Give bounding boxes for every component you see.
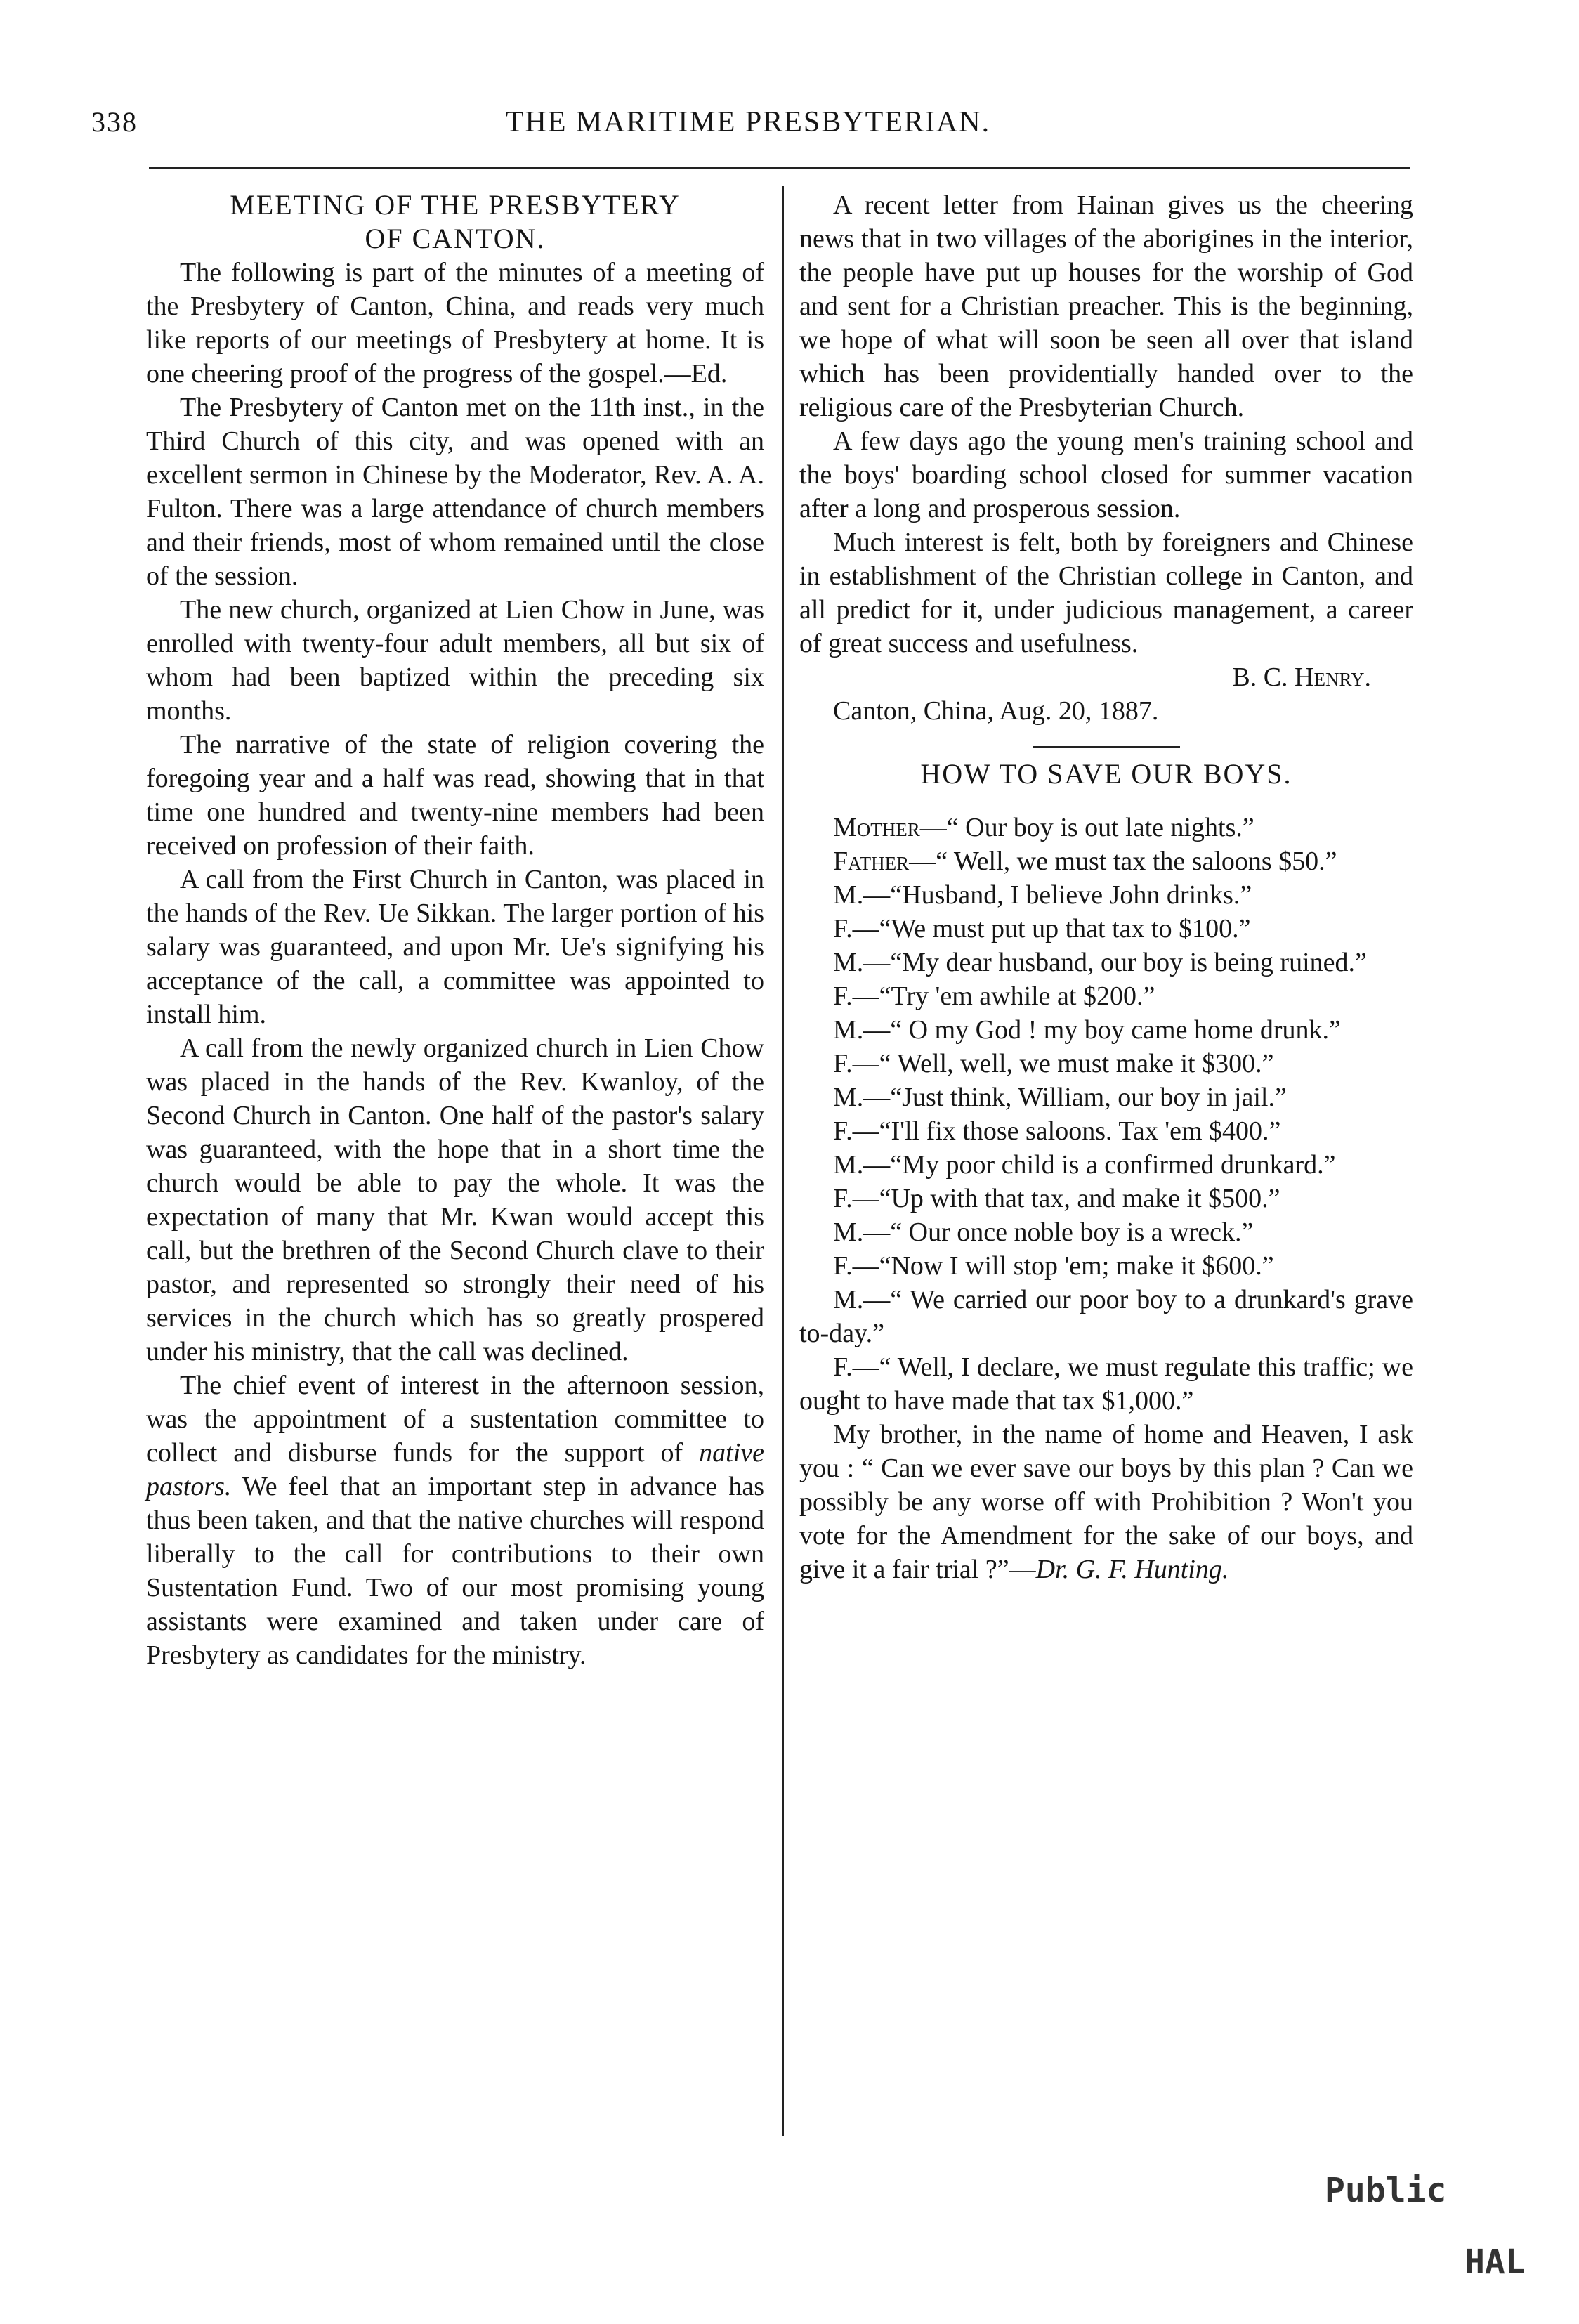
paragraph: A call from the First Church in Canton, was placed in the hands of the Rev. Ue Sikkan. The larger portion of his salary was guaranteed, and upon Mr. Ue's signifying his acceptance of the call, a committee was appointed to install him. (146, 865, 764, 1029)
page-header (91, 105, 1405, 148)
dialogue-text: “ Well, we must tax the saloons $50.” (936, 847, 1337, 876)
dialogue-speaker: Mother— (833, 813, 947, 842)
dialogue-line (799, 946, 1413, 979)
paragraph-text: The chief event of interest in the afternoon session, was the appointment of a sustentation committee to collect and disburse funds for the support of (146, 1371, 764, 1468)
dialogue-text: “My poor child is a confirmed drunkard.” (890, 1150, 1336, 1180)
dialogue-text: “Husband, I believe John drinks.” (890, 880, 1252, 910)
dialogue-line (799, 912, 1413, 946)
dialogue-speaker: M.— (833, 1285, 891, 1314)
section-rule (1033, 746, 1180, 748)
dialogue-text: “ Our once noble boy is a wreck.” (890, 1218, 1254, 1247)
closing-attribution: Dr. G. F. Hunting. (1035, 1555, 1229, 1584)
dialogue-line (799, 1148, 1413, 1182)
dialogue-speaker: F.— (833, 1352, 879, 1382)
dialogue-speaker: M.— (833, 948, 891, 977)
dialogue-line (799, 1081, 1413, 1114)
closing-paragraph (799, 1418, 1413, 1586)
dialogue-speaker: M.— (833, 1015, 891, 1045)
header-rule (149, 167, 1410, 169)
dialogue-text: “I'll fix those saloons. Tax 'em $400.” (879, 1116, 1281, 1146)
dialogue-speaker: F.— (833, 1184, 879, 1213)
dialogue-line (799, 1283, 1413, 1350)
italic-phrase: native pastors. (146, 1438, 765, 1501)
running-title: THE MARITIME PRESBYTERIAN. (505, 106, 991, 138)
page-number: 338 (91, 106, 138, 138)
closing-text: My brother, in the name of home and Heaven, I ask you : “ Can we ever save our boys by this plan ? Can we possibly be any worse off with Prohibition ? Won't you vote for the Amendment for the sake of our boys, and give it a fair trial ?”— (799, 1420, 1413, 1584)
dialogue-line (799, 979, 1413, 1013)
paragraph: Much interest is felt, both by foreigners and Chinese in establishment of the Christian college in Canton, and all predict for it, under judicious management, a career of great success and usefulness. (799, 528, 1413, 658)
editor-note: The following is part of the minutes of a meeting of the Presbytery of Canton, China, and reads very much like reports of our meetings of Presbytery at home. It is one cheering proof of the progress of the gospel.—Ed. (146, 258, 764, 389)
dialogue-text: “My dear husband, our boy is being ruined.” (890, 948, 1367, 977)
dialogue-text: “ O my God ! my boy came home drunk.” (890, 1015, 1341, 1045)
dialogue-speaker: F.— (833, 1251, 879, 1281)
dialogue-line (799, 1013, 1413, 1047)
dialogue-text: “Just think, William, our boy in jail.” (890, 1083, 1287, 1112)
dialogue-text: “We must put up that tax to $100.” (879, 914, 1251, 944)
dialogue-text: “ Our boy is out late nights.” (946, 813, 1254, 842)
dialogue-text: “ Well, I declare, we must regulate this traffic; we ought to have made that tax $1,000.” (799, 1352, 1413, 1416)
dialogue-line (799, 1114, 1413, 1148)
paragraph-text: We feel that an important step in advance has thus been taken, and that the native churches will respond liberally to the call for contributions to their own Sustentation Fund. Two of our most promising young assistants were examined and taken under care of Presbytery as candidates for the ministry. (146, 1472, 764, 1670)
dialogue-line (799, 1215, 1413, 1249)
article-title-continued: OF CANTON. (365, 223, 546, 254)
dialogue-text: “Now I will stop 'em; make it $600.” (879, 1251, 1274, 1281)
paragraph: The Presbytery of Canton met on the 11th inst., in the Third Church of this city, and was opened with an excellent sermon in Chinese by the Moderator, Rev. A. A. Fulton. There was a large attendance of church members and their friends, most of whom remained until the close of the session. (146, 393, 764, 591)
dialogue-line (799, 1249, 1413, 1283)
signature-place: Canton, China, Aug. 20, 1887. (833, 696, 1159, 726)
dialogue-line (799, 1182, 1413, 1215)
signature-name: B. C. Henry. (1232, 662, 1371, 692)
column-divider (782, 186, 784, 2136)
paragraph: A call from the newly organized church in Lien Chow was placed in the hands of the Rev. Kwanloy, of the Second Church in Canton. One half of the pastor's salary was guaranteed, with the hope that in a short time the church would be able to pay the whole. It was the expectation of many that Mr. Kwan would accept this call, but the brethren of the Second Church clave to their pastor, and represented so strongly their need of his services in the church which has so greatly prospered under his ministry, that the call was declined. (146, 1033, 764, 1366)
dialogue-line (799, 878, 1413, 912)
dialogue (799, 811, 1413, 1418)
dialogue-text: “ Well, well, we must make it $300.” (879, 1049, 1274, 1078)
dialogue-line (799, 811, 1413, 844)
article-title: HOW TO SAVE OUR BOYS. (920, 758, 1292, 790)
dialogue-speaker: F.— (833, 981, 879, 1011)
paragraph (146, 1369, 764, 1672)
dialogue-speaker: F.— (833, 914, 879, 944)
dialogue-speaker: M.— (833, 1218, 891, 1247)
library-stamp: Public (1325, 2171, 1447, 2210)
spacer (799, 791, 1413, 811)
library-stamp: HAL (1465, 2243, 1526, 2282)
paragraph: The narrative of the state of religion covering the foregoing year and a half was read, showing that in that time one hundred and twenty-nine members had been received on profession of their faith. (146, 730, 764, 861)
dialogue-line (799, 1047, 1413, 1081)
paragraph: The new church, organized at Lien Chow in June, was enrolled with twenty-four adult members, all but six of whom had been baptized within the preceding six months. (146, 595, 764, 726)
dialogue-text: “Try 'em awhile at $200.” (879, 981, 1155, 1011)
dialogue-line (799, 844, 1413, 878)
article-title: MEETING OF THE PRESBYTERY (230, 189, 681, 221)
dialogue-speaker: Father— (833, 847, 936, 876)
paragraph: A recent letter from Hainan gives us the cheering news that in two villages of the aborigines in the interior, the people have put up houses for the worship of God and sent for a Christian preacher. This is the beginning, we hope of what will soon be seen all over that island which has been providentially handed over to the religious care of the Presbyterian Church. (799, 190, 1413, 422)
dialogue-speaker: M.— (833, 1083, 891, 1112)
dialogue-speaker: F.— (833, 1116, 879, 1146)
dialogue-speaker: M.— (833, 1150, 891, 1180)
dialogue-line (799, 1350, 1413, 1418)
dialogue-text: “Up with that tax, and make it $500.” (879, 1184, 1280, 1213)
dialogue-text: “ We carried our poor boy to a drunkard's grave to-day.” (799, 1285, 1413, 1348)
left-column (146, 188, 764, 1672)
paragraph: A few days ago the young men's training school and the boys' boarding school closed for summer vacation after a long and prosperous session. (799, 426, 1413, 523)
dialogue-speaker: F.— (833, 1049, 879, 1078)
right-column (799, 188, 1413, 1586)
dialogue-speaker: M.— (833, 880, 891, 910)
